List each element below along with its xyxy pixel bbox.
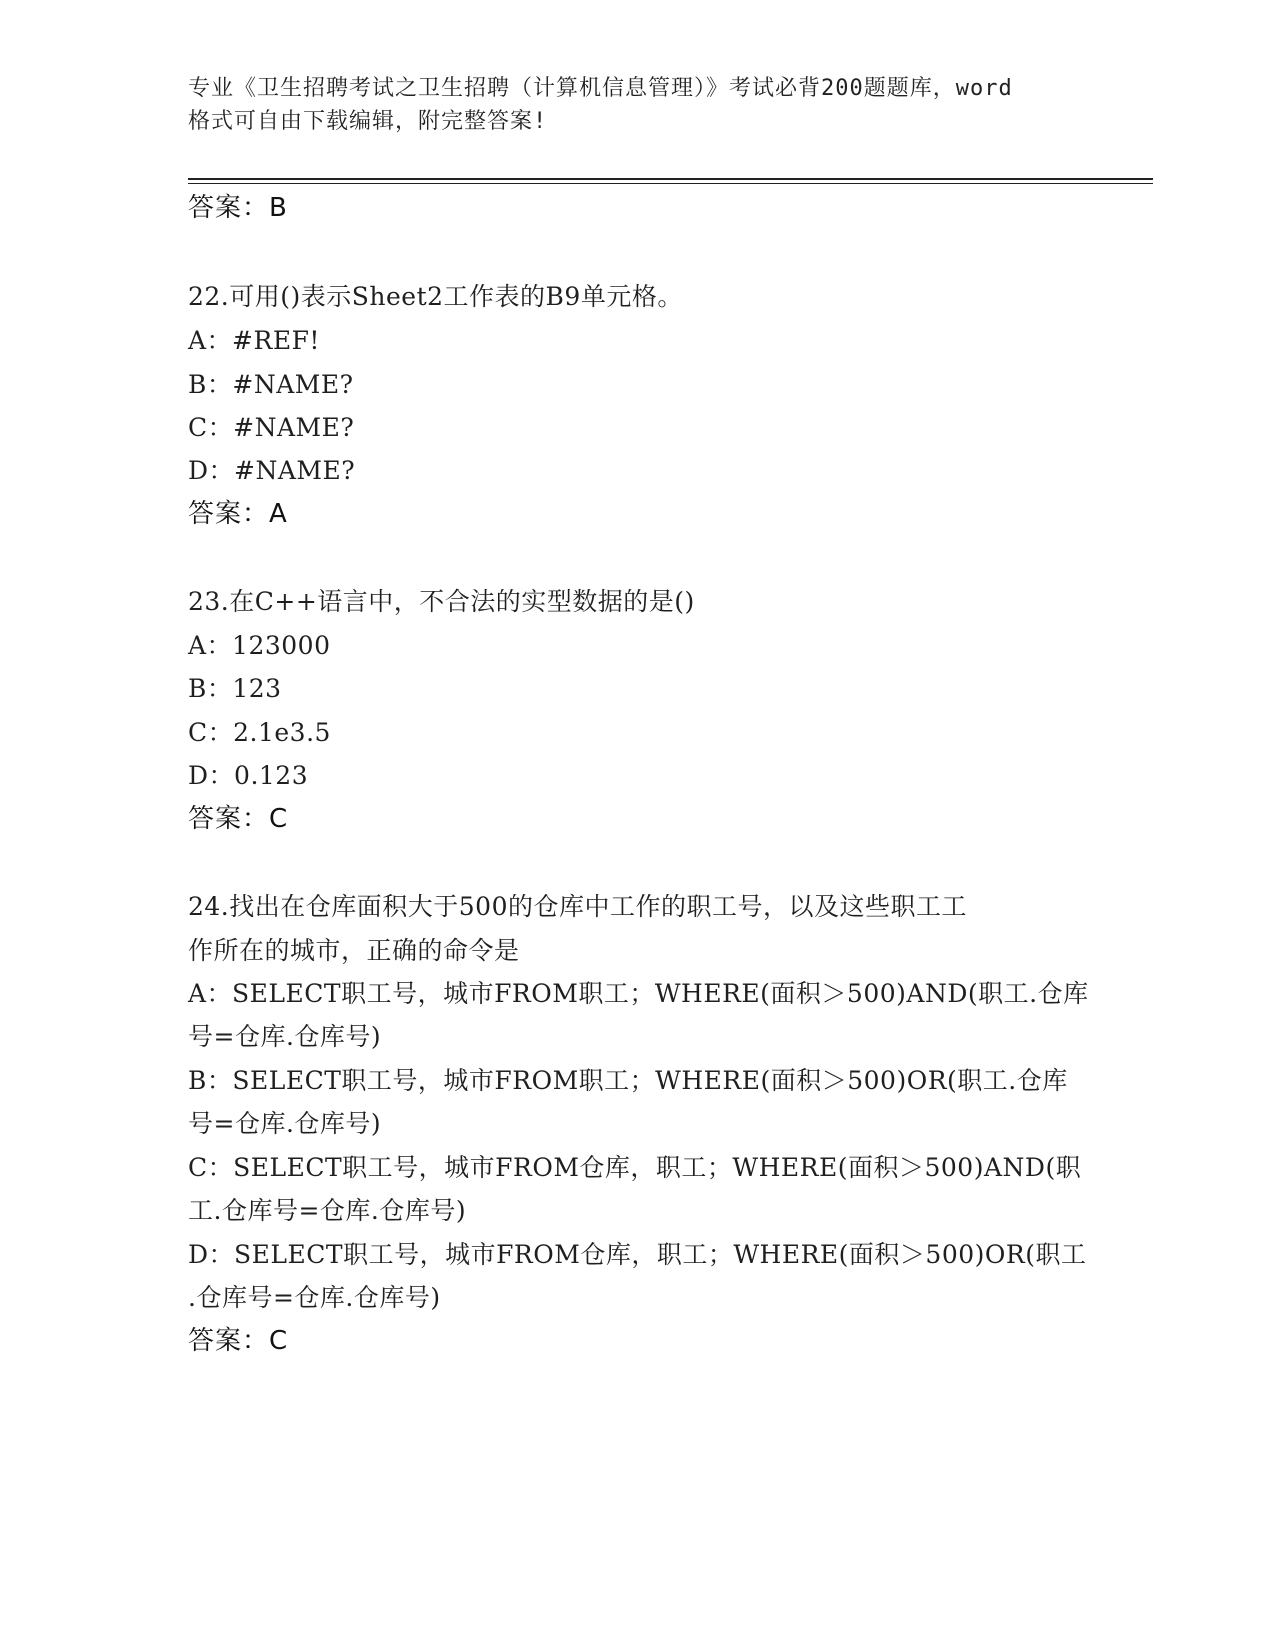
question-23: 23.在C++语言中，不合法的实型数据的是() xyxy=(188,587,695,616)
q23-option-c: C：2.1e3.5 xyxy=(188,718,331,747)
question-22: 22.可用()表示Sheet2工作表的B9单元格。 xyxy=(188,282,683,311)
q23-answer: 答案：C xyxy=(188,804,289,834)
q24-option-a-line-1: A：SELECT职工号，城市FROM职工；WHERE(面积＞500)AND(职工.仓库 xyxy=(188,979,1089,1008)
q22-option-d: D：#NAME? xyxy=(188,456,356,485)
q22-option-a: A：#REF! xyxy=(188,326,320,355)
q23-option-d: D：0.123 xyxy=(188,761,309,790)
q24-option-c-line-2: 工.仓库号=仓库.仓库号) xyxy=(188,1196,467,1225)
q23-option-a: A：123000 xyxy=(188,631,331,660)
q24-option-a-line-2: 号=仓库.仓库号) xyxy=(188,1022,382,1051)
q23-option-b: B：123 xyxy=(188,674,282,703)
question-24-line-2: 作所在的城市，正确的命令是 xyxy=(188,936,520,965)
q24-answer: 答案：C xyxy=(188,1326,289,1356)
header-line-2: 格式可自由下载编辑，附完整答案! xyxy=(188,109,548,134)
q22-option-c: C：#NAME? xyxy=(188,413,355,442)
q24-option-c-line-1: C：SELECT职工号，城市FROM仓库，职工；WHERE(面积＞500)AND(职 xyxy=(188,1153,1082,1182)
q24-option-d-line-2: .仓库号=仓库.仓库号) xyxy=(188,1283,441,1312)
question-24-line-1: 24.找出在仓库面积大于500的仓库中工作的职工号，以及这些职工工 xyxy=(188,892,967,921)
q24-option-d-line-1: D：SELECT职工号，城市FROM仓库，职工；WHERE(面积＞500)OR(职工 xyxy=(188,1240,1087,1269)
q22-option-b: B：#NAME? xyxy=(188,370,354,399)
q24-option-b-line-2: 号=仓库.仓库号) xyxy=(188,1109,382,1138)
q22-answer: 答案：A xyxy=(188,499,288,529)
document-header xyxy=(188,72,1088,138)
q24-option-b-line-1: B：SELECT职工号，城市FROM职工；WHERE(面积＞500)OR(职工.仓库 xyxy=(188,1066,1068,1095)
header-rule-thin xyxy=(188,183,1153,184)
answer-previous: 答案：B xyxy=(188,193,288,223)
header-line-1: 专业《卫生招聘考试之卫生招聘（计算机信息管理）》考试必背200题题库，word xyxy=(188,76,1013,101)
header-rule-thick xyxy=(188,178,1153,180)
